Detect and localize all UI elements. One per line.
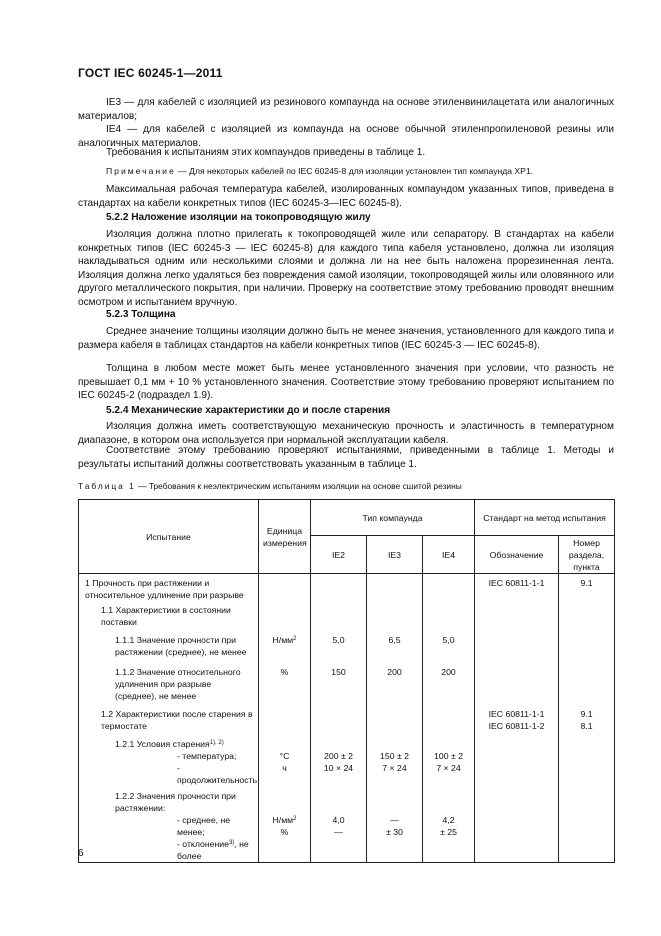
- row-1-1-1-description: 1.1.1 Значение прочности при растяжении (среднее), не менее: [79, 634, 259, 666]
- row-1-2-1-ie3: 150 ± 2 7 × 24: [367, 738, 423, 786]
- row-1-1-1-ie3: 6,5: [367, 634, 423, 666]
- note-label: Примечание: [106, 166, 176, 176]
- table-row: [79, 574, 615, 604]
- table-caption: [78, 481, 462, 491]
- row-1-1-2-ie3: 200: [367, 666, 423, 708]
- heading-5-2-3: 5.2.3 Толщина: [106, 309, 176, 320]
- row-1-2-standards: IEC 60811-1-1 IEC 60811-1-2: [475, 708, 559, 738]
- row-1-1-2-ie2: 150: [311, 666, 367, 708]
- heading-5-2-2: 5.2.2 Наложение изоляции на токопроводящую жилу: [106, 212, 371, 223]
- row-1-2-2-ie3: — ± 30: [367, 786, 423, 863]
- header-unit: Единица измерения: [259, 500, 311, 574]
- table-caption-text: — Требования к неэлектрическим испытаниям изоляции на основе сшитой резины: [135, 481, 462, 491]
- document-header: ГОСТ IEC 60245-1—2011: [78, 66, 223, 80]
- row-1-2-1-ie2: 200 ± 2 10 × 24: [311, 738, 367, 786]
- table-row: [79, 604, 615, 634]
- page-number: 6: [78, 848, 84, 859]
- table-row: [79, 708, 615, 738]
- paragraph-ie3: IE3 — для кабелей с изоляцией из резинового компаунда на основе этиленвинилацетата или аналогичных материалов;: [78, 97, 614, 122]
- row-1-section: 9.1: [559, 574, 615, 604]
- row-1-2-2-ie2: 4,0 —: [311, 786, 367, 863]
- note-text: — Для некоторых кабелей по IEC 60245-8 для изоляции установлен тип компаунда XP1.: [175, 166, 534, 176]
- header-test-standard: Стандарт на метод испытания: [475, 500, 615, 536]
- table-row: [79, 666, 615, 708]
- row-1-2-sections: 9.1 8.1: [559, 708, 615, 738]
- paragraph-5-2-4-a: Изоляция должна иметь соответствующую механическую прочность и эластичность в температурном диапазоне, в котором она используется при нормальной эксплуатации кабеля.: [78, 421, 614, 446]
- row-1-2-1-description: 1.2.1 Условия старения$^{1), 2)}$ - температура; - продолжительность: [79, 738, 259, 786]
- paragraph-ie4: IE4 — для кабелей с изоляцией из компаунда на основе обычной этиленпропиленовой резины или аналогичных материалов.: [78, 124, 614, 149]
- paragraph-5-2-4-b: Соответствие этому требованию проверяют испытаниями, приведенными в таблице 1. Методы и результаты испытаний должны соответствовать указанным в таблице 1.: [78, 445, 614, 470]
- row-1-2-description: 1.2 Характеристики после старения в термостате: [79, 708, 259, 738]
- header-section-number: Номер раздела, пункта: [559, 536, 615, 574]
- row-1-2-1-units: °С ч: [259, 738, 311, 786]
- row-1-2-1-ie4: 100 ± 2 7 × 24: [423, 738, 475, 786]
- row-1-standard: IEC 60811-1-1: [475, 574, 559, 604]
- requirements-table: [78, 499, 615, 863]
- table-caption-label: Таблица 1: [78, 481, 136, 491]
- row-1-1-1-ie2: 5,0: [311, 634, 367, 666]
- header-designation: Обозначение: [475, 536, 559, 574]
- header-ie2: IE2: [311, 536, 367, 574]
- row-1-1-description: 1.1 Характеристики в состоянии поставки: [79, 604, 259, 634]
- table-row: [79, 634, 615, 666]
- table-row: [79, 786, 615, 863]
- header-ie3: IE3: [367, 536, 423, 574]
- row-1-1-2-description: 1.1.2 Значение относительного удлинения при разрыве (среднее), не менее: [79, 666, 259, 708]
- header-compound-type: Тип компаунда: [311, 500, 475, 536]
- row-1-1-1-unit: $Н/мм^2$: [259, 634, 311, 666]
- row-1-description: 1 Прочность при растяжении и относительное удлинение при разрыве: [79, 574, 259, 604]
- row-1-1-2-unit: %: [259, 666, 311, 708]
- paragraph-5-2-2: Изоляция должна плотно прилегать к токопроводящей жиле или сепаратору. В стандартах на кабели конкретных типов (IEC 60245-3 — IEC 60245-8) для каждого типа кабеля установлено, должна ли изоляция накладываться одним или несколькими слоями и должна ли на нее быть наложена прорезиненная лента. Изоляция должна легко удаляться без повреждения самой изоляции, токопроводящей жилы или оловянного или другого металлического покрытия, при наличии. Проверку на соответствие этому требованию проводят внешним осмотром и испытанием вручную.: [78, 229, 614, 308]
- heading-5-2-4: 5.2.4 Механические характеристики до и после старения: [106, 405, 391, 416]
- paragraph-max-temperature: Максимальная рабочая температура кабелей, изолированных компаундом указанных типов, приведена в стандартах на кабели конкретных типов (IEC 60245-3—IEC 60245-8).: [78, 184, 614, 209]
- row-1-1-1-ie4: 5,0: [423, 634, 475, 666]
- note: [78, 165, 614, 179]
- header-ie4: IE4: [423, 536, 475, 574]
- header-test: Испытание: [79, 500, 259, 574]
- row-1-1-2-ie4: 200: [423, 666, 475, 708]
- paragraph-requirements: Требования к испытаниям этих компаундов приведены в таблице 1.: [106, 147, 426, 158]
- paragraph-5-2-3-a: Среднее значение толщины изоляции должно быть не менее значения, установленного для каждого типа и размера кабеля в таблицах стандартов на кабели конкретных типов (IEC 60245-3 — IEC 60245-8).: [78, 326, 614, 351]
- table-row: [79, 738, 615, 786]
- row-1-2-2-description: 1.2.2 Значения прочности при растяжении: - среднее, не менее; - отклонение$^{3)}$, не более: [79, 786, 259, 863]
- paragraph-5-2-3-b: Толщина в любом месте может быть менее установленного значения при условии, что разность не превышает 0,1 мм + 10 % установленного значения. Соответствие этому требованию проверяют испытанием по IEC 60245-2 (подраздел 1.9).: [78, 363, 614, 401]
- row-1-2-2-ie4: 4,2 ± 25: [423, 786, 475, 863]
- row-1-2-2-units: $Н/мм^2$ %: [259, 786, 311, 863]
